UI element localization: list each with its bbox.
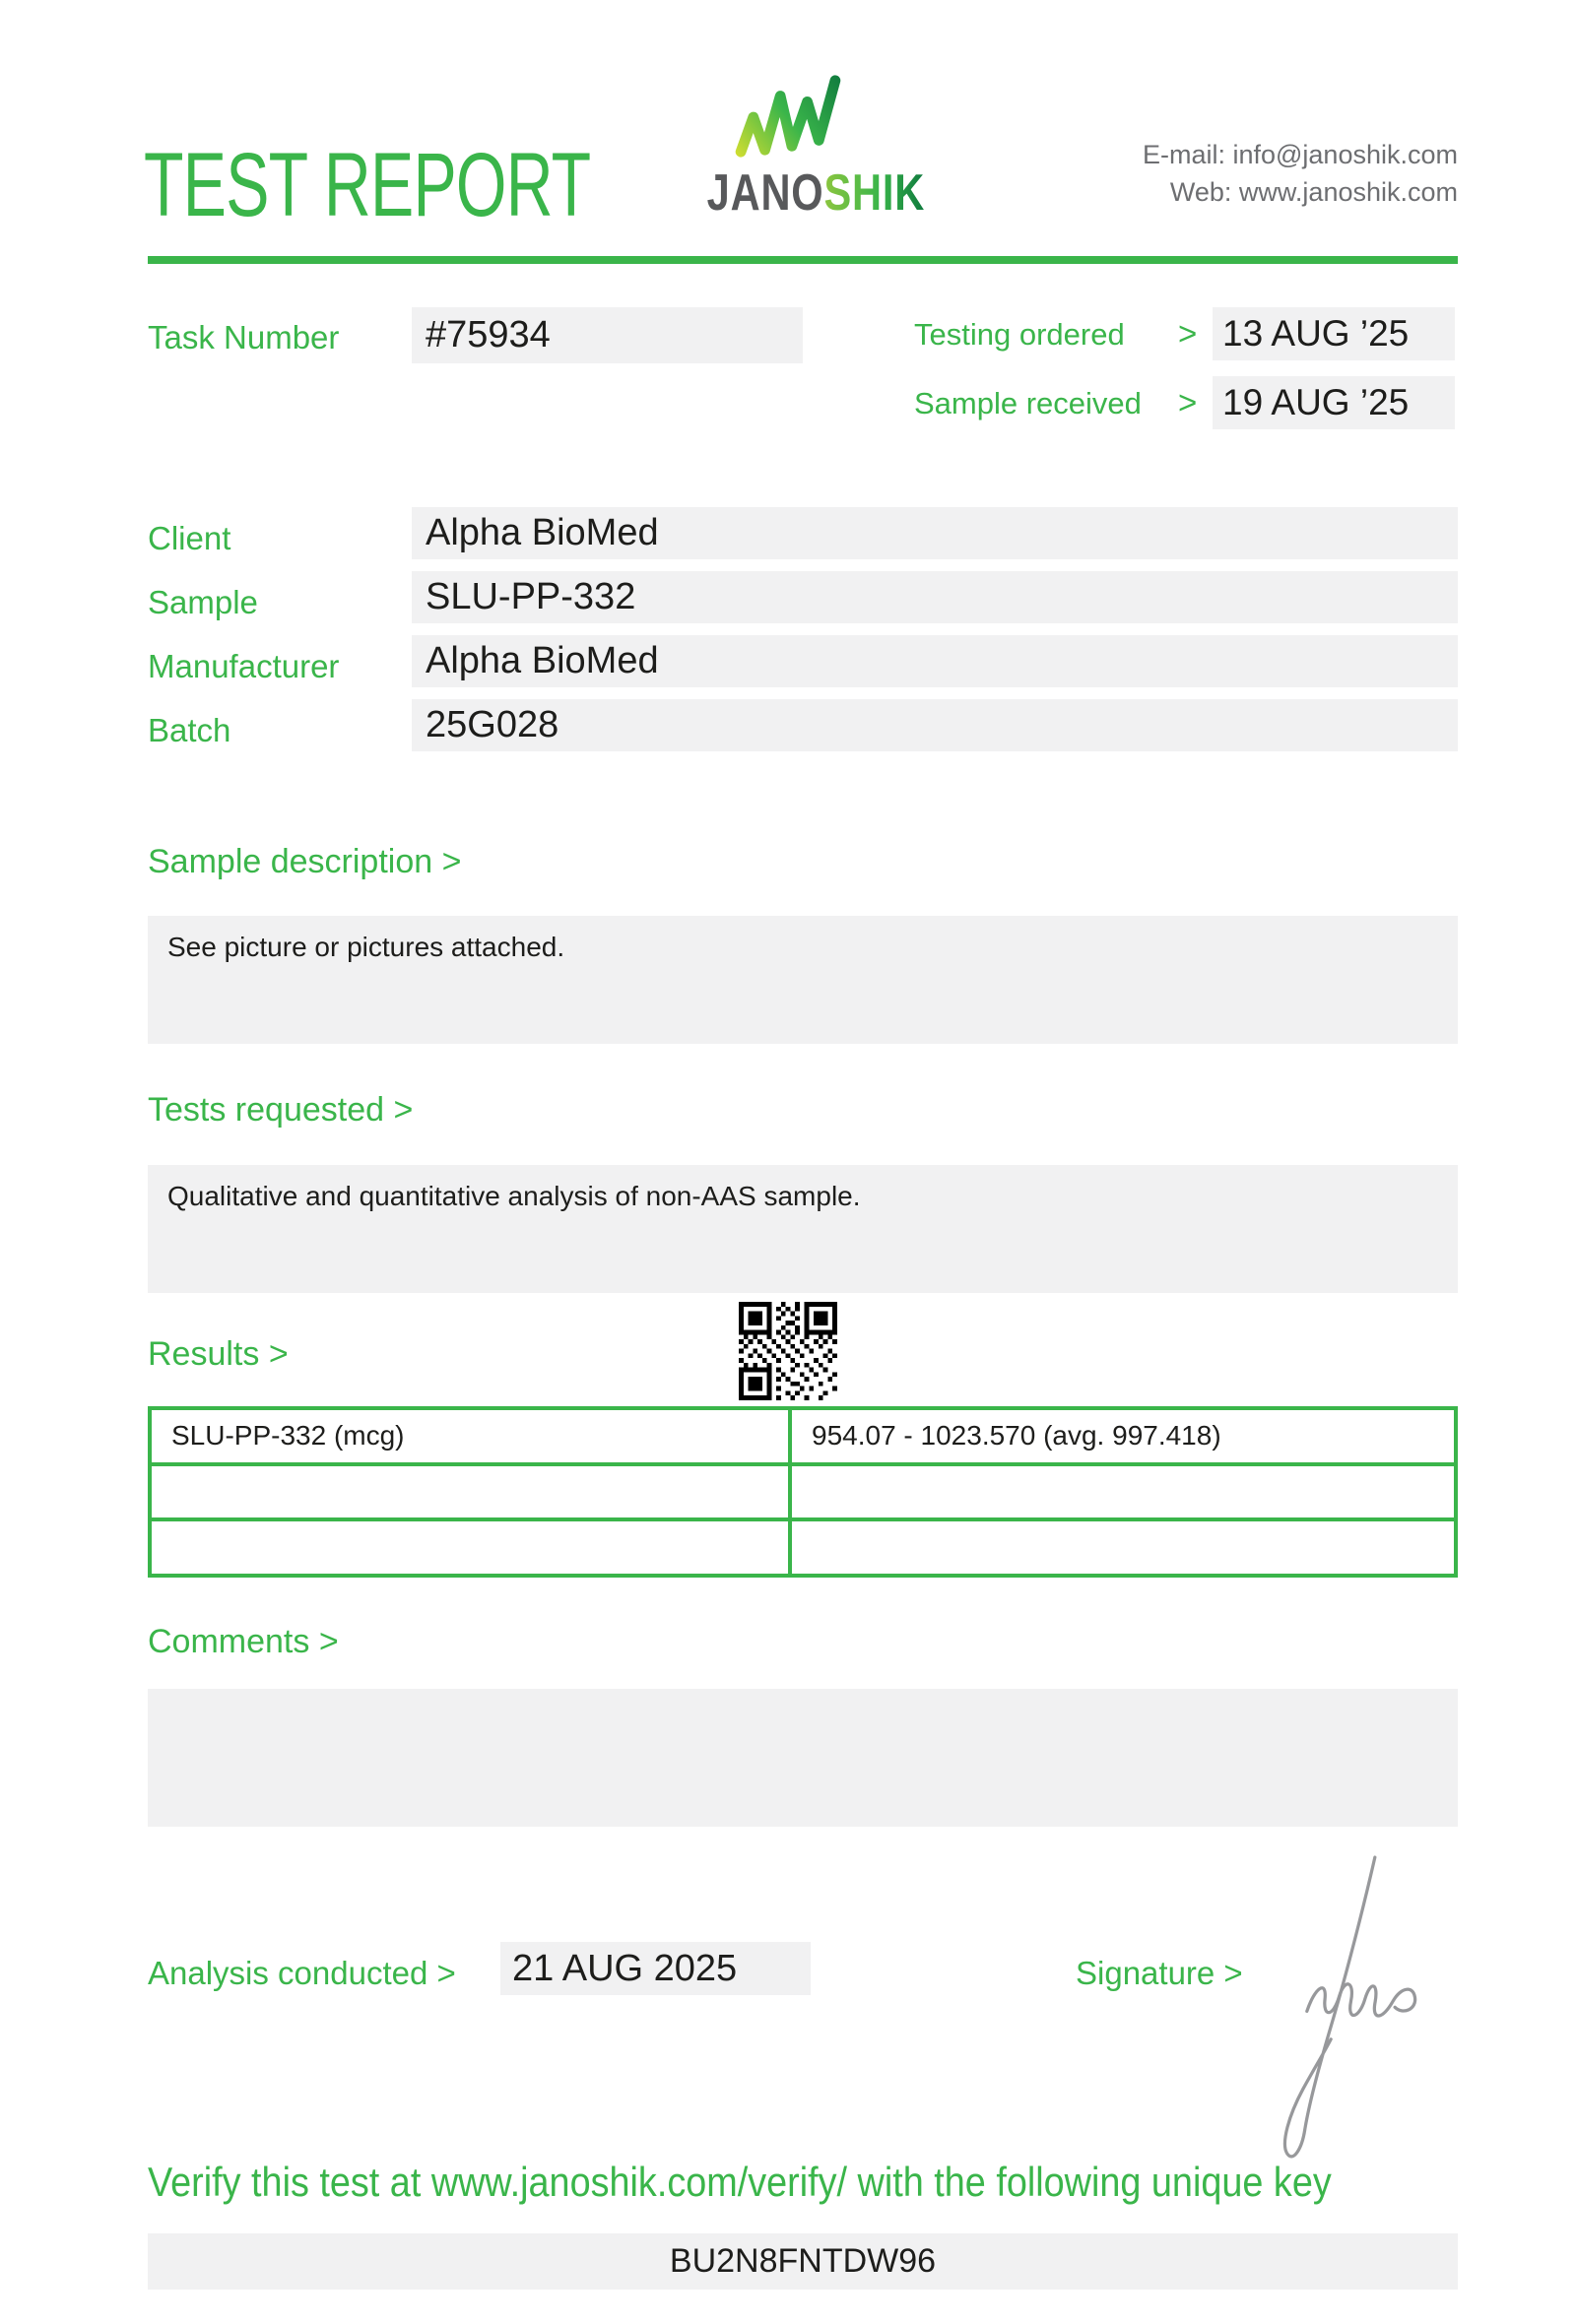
unique-key-box [148,2233,1458,2290]
task-number-label: Task Number [148,319,340,355]
analysis-conducted-label: Analysis conducted > [148,1955,456,1991]
comments-box [148,1689,1458,1827]
testing-ordered-arrow: > [1178,315,1198,352]
results-table [148,1406,1458,1578]
results-row1-name: SLU-PP-332 (mcg) [152,1410,788,1462]
client-value: Alpha BioMed [412,507,1458,559]
tests-requested-heading: Tests requested > [148,1091,414,1129]
logo-text-jano: JANO [706,164,824,222]
results-row2-name [152,1466,788,1518]
results-row1-value: 954.07 - 1023.570 (avg. 997.418) [792,1410,1454,1462]
contact-email: E-mail: info@janoshik.com [1142,140,1458,169]
manufacturer-value: Alpha BioMed [412,635,1458,687]
results-row3-name [152,1521,788,1574]
contact-web: Web: www.janoshik.com [1169,177,1458,207]
sample-description-box [148,916,1458,1044]
sample-received-arrow: > [1178,384,1198,420]
signature-image [1266,1853,1438,2183]
signature-label: Signature > [1076,1955,1243,1991]
testing-ordered-value: 13 AUG ’25 [1213,307,1455,360]
sample-description-text: See picture or pictures attached. [167,932,565,962]
logo-wordmark [707,163,925,223]
sample-received-label: Sample received [914,386,1142,420]
sample-received-value: 19 AUG ’25 [1213,376,1455,429]
janoshik-logo [680,73,926,223]
header-divider [148,256,1458,264]
results-row3-value [792,1521,1454,1574]
results-heading: Results > [148,1335,289,1373]
qr-code [739,1302,837,1400]
analysis-conducted-value: 21 AUG 2025 [500,1942,811,1995]
sample-label: Sample [148,584,258,620]
logo-text-shik: SHIK [823,164,926,222]
sample-value: SLU-PP-332 [412,571,1458,623]
contact-block [1143,136,1458,211]
unique-key-value: BU2N8FNTDW96 [669,2242,937,2280]
batch-value: 25G028 [412,699,1458,751]
verify-instruction: Verify this test at www.janoshik.com/verify/ with the following unique key [148,2159,1332,2205]
task-number-value: #75934 [412,307,803,363]
sample-description-heading: Sample description > [148,843,462,880]
results-row2-value [792,1466,1454,1518]
testing-ordered-label: Testing ordered [914,317,1125,352]
client-label: Client [148,520,231,556]
page-title: TEST REPORT [144,135,591,235]
comments-heading: Comments > [148,1623,339,1660]
tests-requested-text: Qualitative and quantitative analysis of non-AAS sample. [167,1181,861,1211]
batch-label: Batch [148,712,231,748]
tests-requested-box [148,1165,1458,1293]
chart-growth-icon [734,73,842,160]
manufacturer-label: Manufacturer [148,648,340,684]
